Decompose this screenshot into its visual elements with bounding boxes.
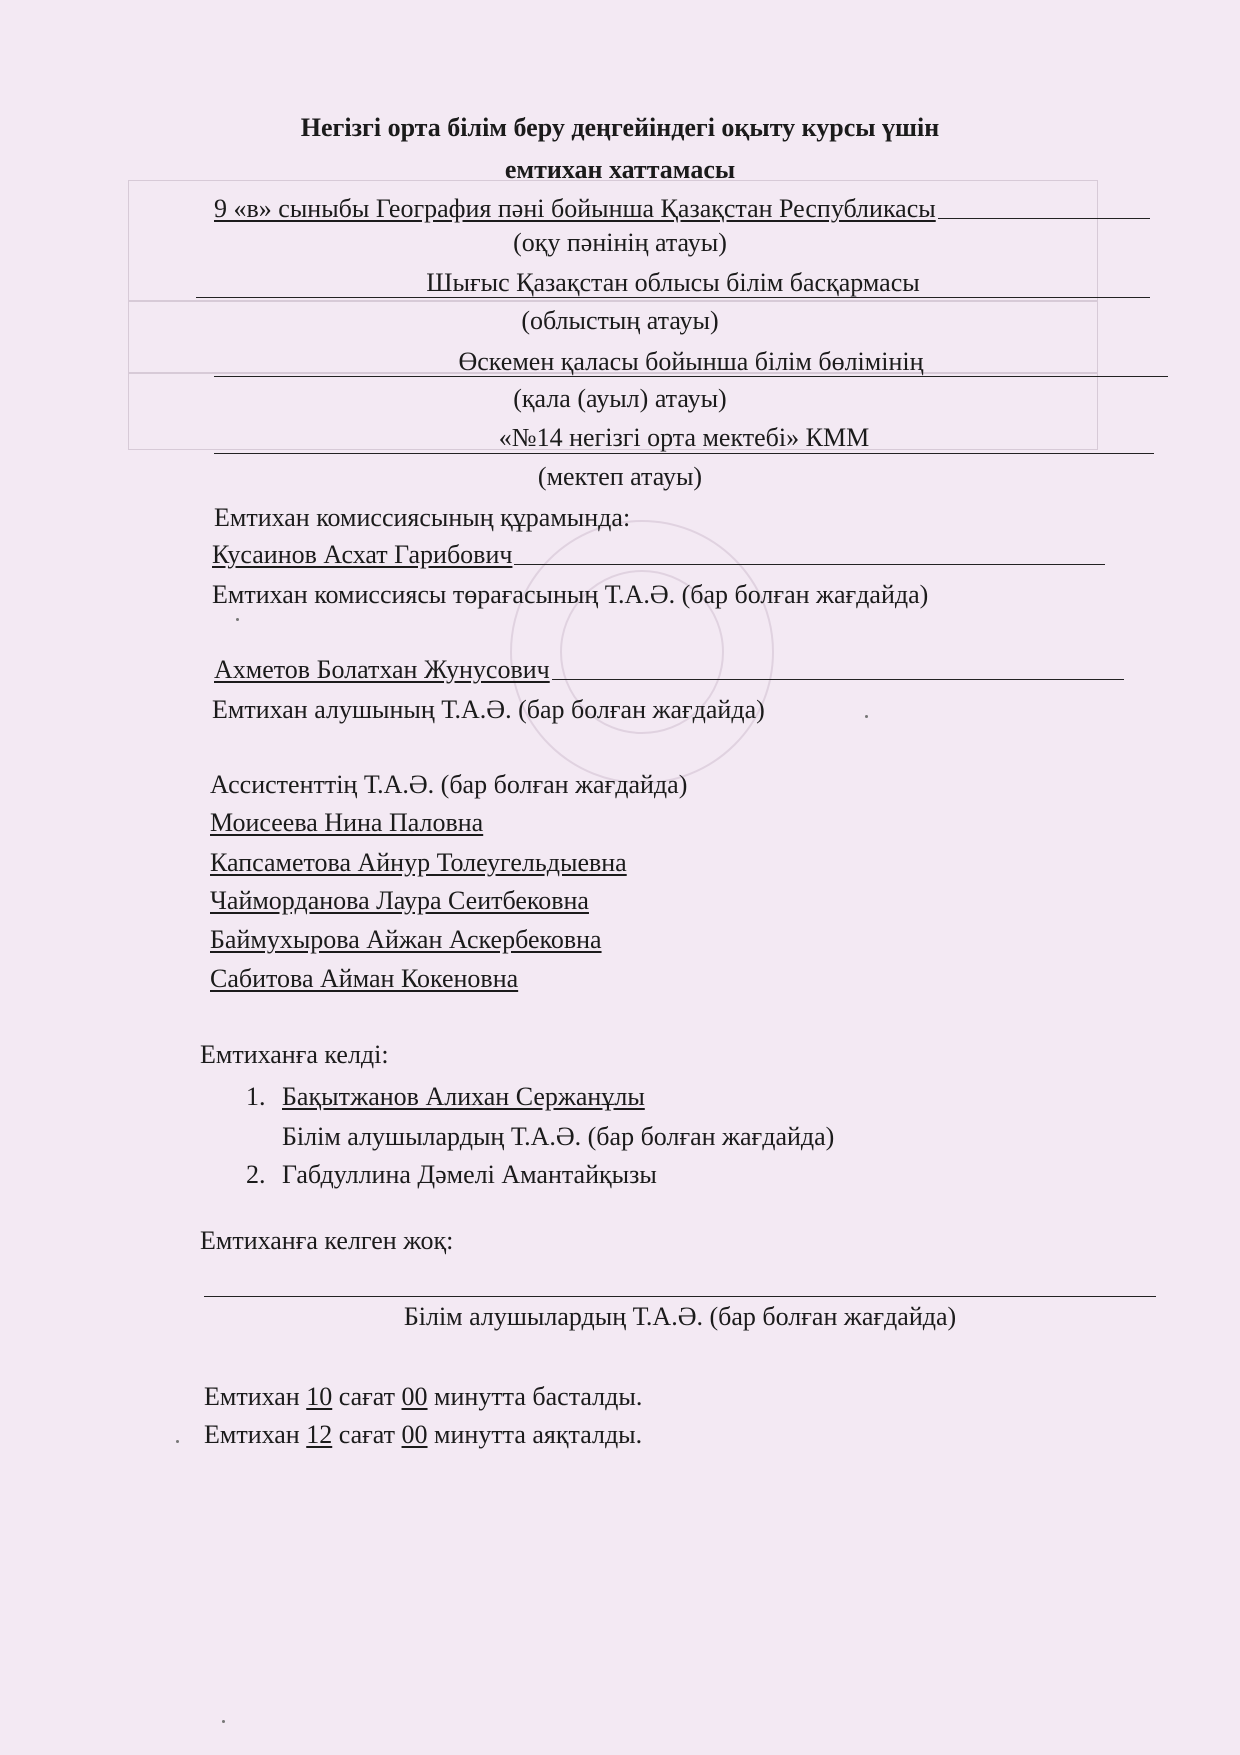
examiner-row [214, 655, 1124, 685]
absent-underline [204, 1296, 1156, 1297]
list-number: 2. [246, 1160, 266, 1189]
end-suffix: минутта аяқталды. [427, 1420, 643, 1449]
region-name: Шығыс Қазақстан облысы білім басқармасы [426, 268, 920, 297]
document-title-line1: Негізгі орта білім беру деңгейіндегі оқыту курсы үшін [300, 113, 940, 142]
student-name: Бақытжанов Алихан Сержанұлы [282, 1082, 645, 1111]
end-prefix: Емтихан [204, 1420, 307, 1449]
class-subject-row [214, 194, 1150, 224]
start-minute: 00 [401, 1382, 428, 1411]
student-name: Габдуллина Дәмелі Амантайқызы [282, 1160, 657, 1189]
chairman-caption: Емтихан комиссиясы төрағасының Т.А.Ә. (бар болған жағдайда) [212, 580, 929, 609]
examiner-caption: Емтихан алушының Т.А.Ә. (бар болған жағдайда) [212, 695, 765, 724]
school-caption: (мектеп атауы) [537, 462, 703, 491]
speck [176, 1440, 179, 1443]
assistant-name: Баймухырова Айжан Аскербековна [210, 925, 602, 954]
city-caption: (қала (ауыл) атауы) [513, 384, 727, 413]
exam-start-line [204, 1382, 642, 1412]
bleed-through-table-row [128, 300, 1098, 302]
speck [222, 1720, 225, 1723]
chairman-row [212, 540, 1105, 570]
assistant-name: Сабитова Айман Кокеновна [210, 964, 519, 993]
city-underline [214, 376, 1168, 377]
end-hour: 12 [306, 1420, 333, 1449]
start-mid: сағат [332, 1382, 402, 1411]
absent-caption: Білім алушылардың Т.А.Ә. (бар болған жағдайда) [403, 1302, 957, 1331]
start-suffix: минутта басталды. [427, 1382, 643, 1411]
school-name: «№14 негізгі орта мектебі» КММ [498, 423, 870, 452]
assistants-caption: Ассистенттің Т.А.Ә. (бар болған жағдайда) [210, 770, 688, 799]
students-caption: Білім алушылардың Т.А.Ә. (бар болған жағдайда) [282, 1122, 835, 1151]
speck [236, 618, 239, 621]
start-hour: 10 [306, 1382, 333, 1411]
end-minute: 00 [401, 1420, 428, 1449]
speck [865, 715, 868, 718]
class-subject-text: 9 «в» сыныбы География пәні бойынша Қазақстан Республикасы [214, 194, 936, 223]
city-name: Өскемен қаласы бойынша білім бөлімінің [458, 347, 924, 376]
present-heading: Емтиханға келді: [200, 1040, 389, 1069]
present-list-item [246, 1160, 657, 1190]
examiner-name: Ахметов Болатхан Жунусович [214, 655, 550, 684]
assistant-name: Чайморданова Лаура Сеитбековна [210, 886, 589, 915]
subject-caption: (оқу пәнінің атауы) [513, 228, 727, 257]
commission-heading: Емтихан комиссиясының құрамында: [214, 503, 631, 532]
end-mid: сағат [332, 1420, 402, 1449]
start-prefix: Емтихан [204, 1382, 307, 1411]
assistant-name: Капсаметова Айнур Толеугельдыевна [210, 848, 627, 877]
exam-end-line [204, 1420, 642, 1450]
absent-heading: Емтиханға келген жоқ: [200, 1226, 454, 1255]
present-list-item [246, 1082, 645, 1112]
school-underline [214, 453, 1154, 454]
assistant-name: Моисеева Нина Паловна [210, 808, 484, 837]
list-number: 1. [246, 1082, 266, 1111]
region-caption: (облыстың атауы) [521, 306, 719, 335]
region-underline [196, 297, 1150, 298]
chairman-name: Кусаинов Асхат Гарибович [212, 540, 513, 569]
document-title-line2: емтихан хаттамасы [504, 155, 736, 184]
